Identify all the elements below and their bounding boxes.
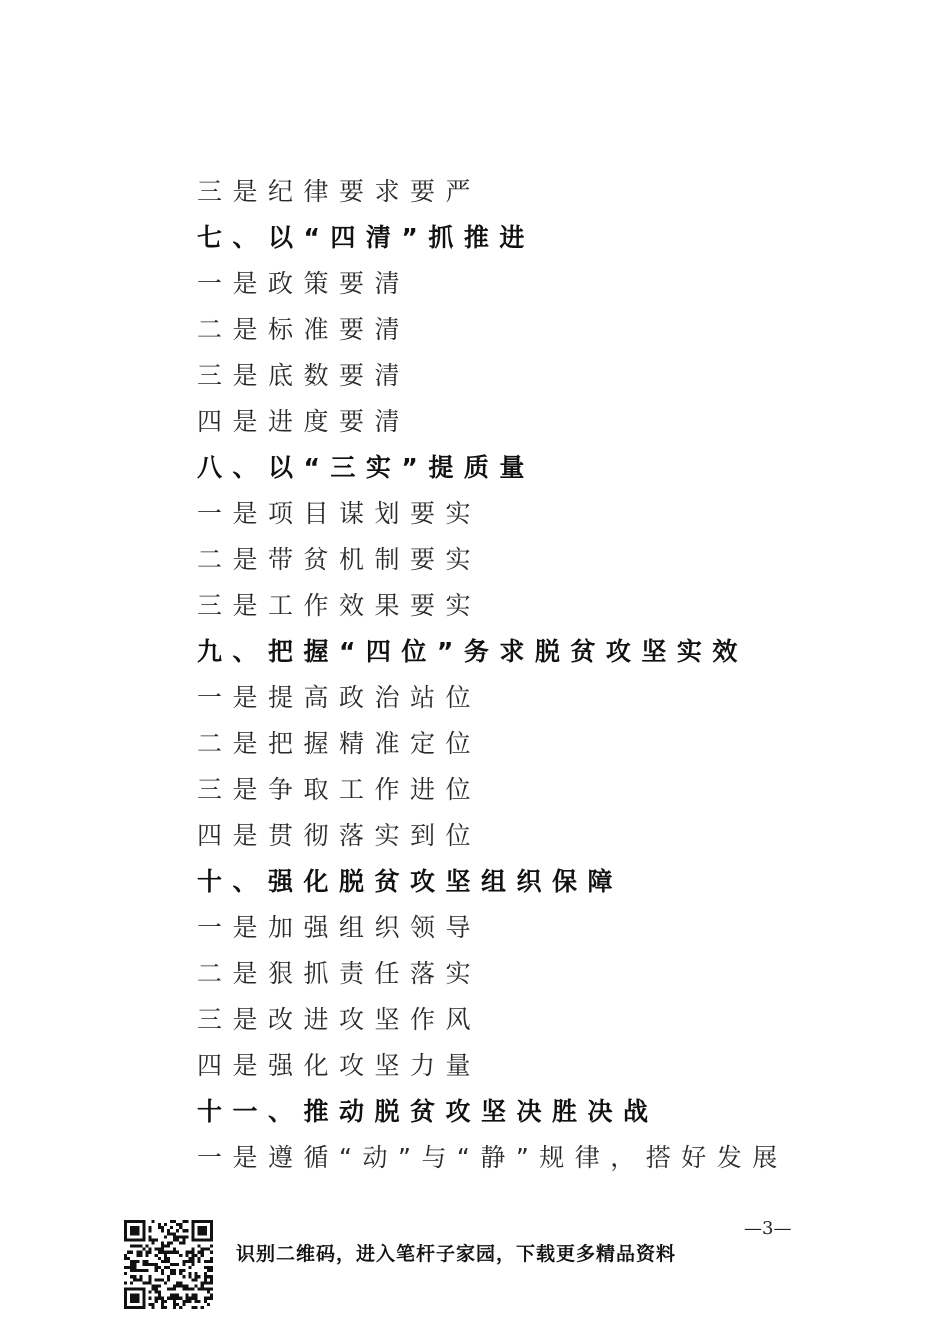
footer-promo-text: 识别二维码，进入笔杆子家园，下载更多精品资料: [236, 1243, 677, 1265]
page-number: —3—: [744, 1218, 792, 1239]
body-line: 三是争取工作进位: [197, 775, 482, 804]
body-line: 三是底数要清: [197, 361, 411, 390]
body-line: 三是工作效果要实: [197, 591, 482, 620]
body-line: 一是加强组织领导: [197, 913, 482, 942]
section-heading: 十一、推动脱贫攻坚决胜决战: [197, 1097, 659, 1126]
body-line: 四是贯彻落实到位: [197, 821, 482, 850]
body-line: 一是政策要清: [197, 269, 411, 298]
section-heading: 七、以“四清”抓推进: [197, 223, 535, 252]
body-line: 四是强化攻坚力量: [197, 1051, 482, 1080]
body-line: 三是纪律要求要严: [197, 177, 482, 206]
body-line: 一是项目谋划要实: [197, 499, 482, 528]
qr-code-icon: [124, 1220, 213, 1309]
body-line: 二是狠抓责任落实: [197, 959, 482, 988]
body-line: 二是带贫机制要实: [197, 545, 482, 574]
body-line: 一是遵循“动”与“静”规律，搭好发展: [197, 1143, 788, 1172]
body-line: 二是把握精准定位: [197, 729, 482, 758]
section-heading: 九、把握“四位”务求脱贫攻坚实效: [197, 637, 748, 666]
body-line: 二是标准要清: [197, 315, 411, 344]
body-line: 四是进度要清: [197, 407, 411, 436]
body-line: 三是改进攻坚作风: [197, 1005, 482, 1034]
body-line: 一是提高政治站位: [197, 683, 482, 712]
section-heading: 八、以“三实”提质量: [197, 453, 535, 482]
document-body: [197, 172, 837, 1184]
section-heading: 十、强化脱贫攻坚组织保障: [197, 867, 624, 896]
